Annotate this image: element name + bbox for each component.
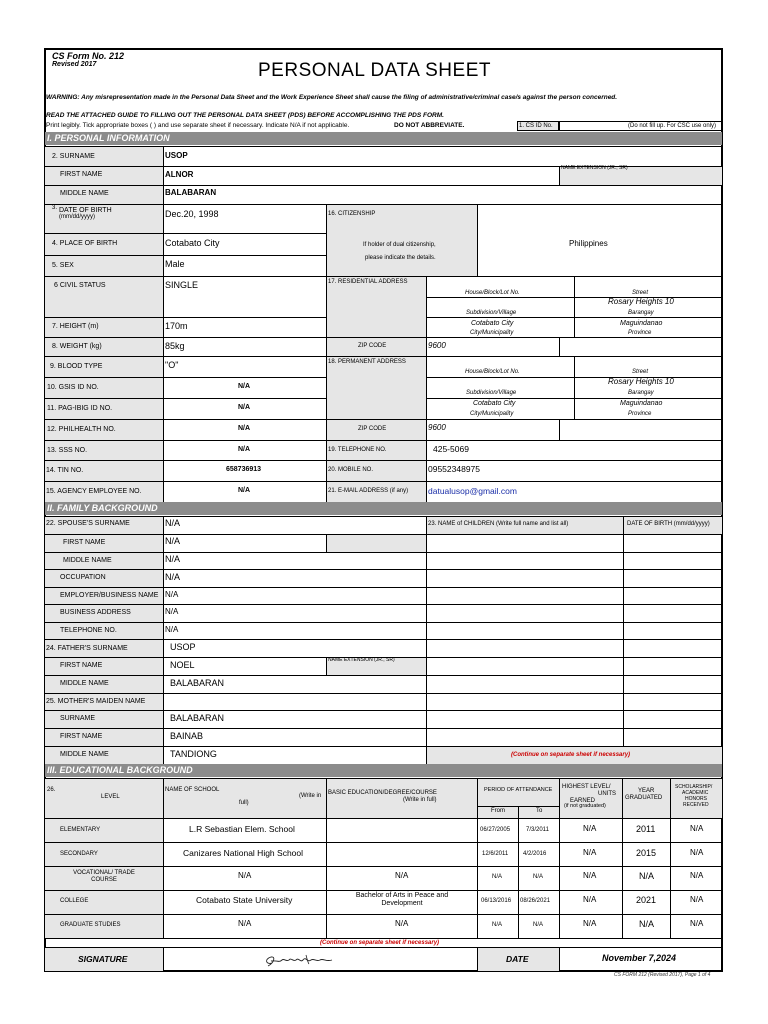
date-label: DATE [506,954,529,964]
year-header-1: YEAR [638,788,655,794]
edu-from-secondary[interactable]: 12/6/2011 [482,851,509,857]
mother-surname-value[interactable]: BALABARAN [170,713,225,723]
edu-to-vocational[interactable]: N/A [533,874,544,880]
date-value[interactable]: November 7,2024 [602,953,677,963]
sss-value[interactable]: N/A [238,446,251,453]
edu-from-elementary[interactable]: 06/27/2005 [480,827,511,833]
dual-citizenship-note-1: If holder of dual citizenship, [363,242,436,248]
mother-first-value[interactable]: BAINAB [170,731,204,741]
perm-street-value[interactable]: Rosary Heights 10 [608,377,674,386]
edu-highest-graduate[interactable]: N/A [583,919,597,928]
perm-province-label: Province [628,411,652,417]
surname-value[interactable]: USOP [165,151,188,160]
school-write-in: (Write in [299,793,322,799]
perm-house-label: House/Block/Lot No. [465,369,520,375]
to-header: To [536,808,543,814]
middle-name-value[interactable]: BALABARAN [165,188,217,197]
sex-value[interactable]: Male [165,259,185,269]
education-continue-note: (Continue on separate sheet if necessary) [320,940,440,946]
course-subheader: (Write in full) [403,797,437,803]
edu-from-graduate[interactable]: N/A [492,922,503,928]
period-header: PERIOD OF ATTENDANCE [484,787,553,793]
spouse-surname-value[interactable]: N/A [165,518,181,528]
permanent-address-label: 18. PERMANENT ADDRESS [328,359,406,365]
dual-citizenship-note-2: please indicate the details. [365,255,436,261]
edu-from-vocational[interactable]: N/A [492,874,503,880]
form-revision: Revised 2017 [52,61,97,68]
children-continue-note: (Continue on separate sheet if necessary) [511,752,631,758]
education-item-number: 26. [47,787,56,793]
edu-level-secondary: SECONDARY [60,851,98,857]
perm-city-value[interactable]: Cotabato City [473,400,516,407]
scholarship-header-4: RECEIVED [683,802,709,808]
mother-middle-value[interactable]: TANDIONG [170,749,217,759]
mobile-label: 20. MOBILE NO. [328,467,374,473]
scholarship-header-1: SCHOLARSHIP/ [675,784,713,790]
instructions-text: Print legibly. Tick appropriate boxes ( ) and use separate sheet if necessary. Indicate N/A if not applicable. [46,122,350,129]
mobile-value[interactable]: 09552348975 [428,464,481,474]
edu-highest-college[interactable]: N/A [583,895,597,904]
father-first-value[interactable]: NOEL [170,660,195,670]
occupation-label: OCCUPATION [60,574,106,581]
dob-value[interactable]: Dec.20, 1998 [165,209,219,219]
edu-level-college: COLLEGE [60,898,89,904]
res-barangay-label: Barangay [628,310,654,316]
perm-zip-value[interactable]: 9600 [428,423,446,432]
edu-honors-college[interactable]: N/A [690,895,704,904]
perm-province-value[interactable]: Maguindanao [620,400,663,407]
father-middle-label: MIDDLE NAME [60,680,109,687]
edu-school-college[interactable]: Cotabato State University [196,895,293,905]
blood-type-value[interactable]: "O" [165,360,179,370]
sss-label: 13. SSS NO. [47,447,88,454]
sex-label: 5. SEX [52,262,74,269]
edu-honors-secondary[interactable]: N/A [690,848,704,857]
tin-value[interactable]: 658736913 [226,466,262,473]
edu-course-college[interactable]: Bachelor of Arts in Peace and Development [355,892,449,907]
from-header: From [491,808,505,814]
form-number: CS Form No. 212 [52,51,125,61]
spouse-ext-cell [326,534,426,552]
page-title: PERSONAL DATA SHEET [258,60,491,81]
residential-address-label: 17. RESIDENTIAL ADDRESS [328,279,408,285]
business-address-label: BUSINESS ADDRESS [60,609,131,616]
email-value[interactable]: datualusop@gmail.com [428,486,517,496]
section-educational-background: III. EDUCATIONAL BACKGROUND [45,764,722,777]
email-label: 21. E-MAIL ADDRESS (if any) [328,488,409,494]
no-abbreviate-text: DO NOT ABBREVIATE. [394,122,465,129]
signature-label: SIGNATURE [78,954,128,964]
surname-label: 2. SURNAME [52,153,95,160]
weight-value[interactable]: 85kg [165,341,185,351]
height-value[interactable]: 170m [165,321,188,331]
res-street-label: Street [632,290,649,296]
section-personal-information: I. PERSONAL INFORMATION [45,132,722,145]
edu-from-college[interactable]: 06/13/2016 [481,898,512,904]
weight-label: 8. WEIGHT (kg) [52,343,102,350]
agency-employee-value[interactable]: N/A [238,487,251,494]
edu-school-graduate[interactable]: N/A [238,919,252,928]
edu-to-college[interactable]: 08/26/2021 [520,898,551,904]
dob-label: DATE OF BIRTH [59,207,112,214]
res-province-label: Province [628,330,652,336]
name-extension-label: NAME EXTENSION (JR., SR) [561,165,628,171]
civil-status-label: 6 CIVIL STATUS [54,282,106,289]
perm-subdivision-label: Subdivision/Village [466,390,517,396]
telephone-label: 19. TELEPHONE NO. [328,447,387,453]
school-write-full: full) [239,800,249,806]
edu-year-vocational[interactable]: N/A [639,871,655,881]
spouse-middle-value[interactable]: N/A [165,554,181,564]
perm-barangay-label: Barangay [628,390,654,396]
edu-honors-graduate[interactable]: N/A [690,919,704,928]
res-house-label: House/Block/Lot No. [465,290,520,296]
section-family-background: II. FAMILY BACKGROUND [45,502,722,515]
edu-school-secondary[interactable]: Canizares National High School [183,848,304,858]
edu-school-vocational[interactable]: N/A [238,871,252,880]
highest-header-3: EARNED [570,798,596,804]
edu-highest-elementary[interactable]: N/A [583,824,597,833]
edu-year-elementary[interactable]: 2011 [636,824,656,834]
res-subdivision-label: Subdivision/Village [466,310,517,316]
telephone-value[interactable]: 425-5069 [433,444,469,454]
edu-year-college[interactable]: 2021 [636,895,657,905]
spouse-middle-label: MIDDLE NAME [63,557,112,564]
education-header-row [45,778,722,818]
philhealth-value[interactable]: N/A [238,425,251,432]
perm-street-label: Street [632,369,649,375]
height-label: 7. HEIGHT (m) [52,323,99,330]
pagibig-value[interactable]: N/A [238,404,251,411]
course-header: BASIC EDUCATION/DEGREE/COURSE [328,790,437,796]
edu-school-elementary[interactable]: L.R Sebastian Elem. School [189,824,295,834]
edu-to-elementary[interactable]: 7/3/2011 [526,827,549,833]
res-city-value[interactable]: Cotabato City [471,320,514,327]
scholarship-header-2: ACADEMIC [682,790,709,796]
edu-honors-elementary[interactable]: N/A [690,824,704,833]
year-header-2: GRADUATED [625,795,663,801]
mother-middle-label: MIDDLE NAME [60,751,109,758]
edu-honors-vocational[interactable]: N/A [690,871,704,880]
guide-text: READ THE ATTACHED GUIDE TO FILLING OUT THE PERSONAL DATA SHEET (PDS) BEFORE ACCOMPLISHING THE PDS FORM. [46,112,444,119]
edu-highest-vocational[interactable]: N/A [583,871,597,880]
edu-year-secondary[interactable]: 2015 [636,848,657,858]
perm-city-label: City/Municipality [470,411,514,417]
children-header-label: 23. NAME of CHILDREN (Write full name and list all) [428,521,569,527]
edu-course-vocational[interactable]: N/A [395,871,409,880]
warning-text: WARNING: Any misrepresentation made in the Personal Data Sheet and the Work Experience Sheet shall cause the filing of administrative/criminal case/s against the person concerned. [46,94,618,101]
father-middle-value[interactable]: BALABARAN [170,678,225,688]
highest-header-4: (if not graduated) [564,803,606,809]
level-header: LEVEL [101,794,120,800]
pagibig-label: 11. PAG-IBIG ID NO. [47,405,113,412]
cs-id-label: 1. CS ID No. [519,123,553,129]
employer-label: EMPLOYER/BUSINESS NAME [60,592,159,599]
edu-year-graduate[interactable]: N/A [639,919,655,929]
gsis-value[interactable]: N/A [238,383,251,390]
philhealth-label: 12. PHILHEALTH NO. [47,426,116,433]
res-zip-value[interactable]: 9600 [428,341,446,350]
father-ext-label: NAME EXTENSION (JR., SR) [328,657,395,663]
child-dob-header-label: DATE OF BIRTH (mm/dd/yyyy) [627,521,710,527]
father-surname-label: 24. FATHER'S SURNAME [46,645,128,652]
employer-value[interactable]: N/A [165,590,179,599]
edu-highest-secondary[interactable]: N/A [583,848,597,857]
family-label-column [45,516,163,764]
edu-course-graduate[interactable]: N/A [395,919,409,928]
father-first-label: FIRST NAME [60,662,103,669]
agency-employee-label: 15. AGENCY EMPLOYEE NO. [46,488,142,495]
edu-to-graduate[interactable]: N/A [533,922,544,928]
tin-label: 14. TIN NO. [46,467,84,474]
dob-format: (mm/dd/yyyy) [59,214,95,220]
spouse-telephone-value[interactable]: N/A [165,625,179,634]
spouse-first-value[interactable]: N/A [165,536,181,546]
middle-name-label: MIDDLE NAME [60,190,109,197]
highest-header-2: UNITS [598,791,616,797]
res-street-value[interactable]: Rosary Heights 10 [608,297,674,306]
perm-zip-label: ZIP CODE [358,426,387,432]
first-name-label: FIRST NAME [60,171,103,178]
form-page-reference: CS FORM 212 (Revised 2017), Page 1 of 4 [614,972,711,978]
civil-status-value[interactable]: SINGLE [165,280,199,290]
highest-header-1: HIGHEST LEVEL/ [562,784,611,790]
school-header: NAME OF SCHOOL [165,787,220,793]
place-of-birth-label: 4. PLACE OF BIRTH [52,240,118,247]
gsis-label: 10. GSIS ID NO. [47,384,99,391]
edu-to-secondary[interactable]: 4/2/2016 [523,851,547,857]
res-zip-label: ZIP CODE [358,343,387,349]
father-surname-value[interactable]: USOP [170,642,196,652]
first-name-value[interactable]: ALNOR [165,170,194,179]
edu-level-graduate: GRADUATE STUDIES [60,922,121,928]
spouse-telephone-label: TELEPHONE NO. [60,627,117,634]
cs-id-note: (Do not fill up. For CSC use only) [628,123,717,129]
mother-maiden-label: 25. MOTHER'S MAIDEN NAME [46,698,146,705]
place-of-birth-value[interactable]: Cotabato City [165,238,220,248]
citizenship-value[interactable]: Philippines [569,239,608,248]
edu-level-elementary: ELEMENTARY [60,827,101,833]
spouse-surname-label: 22. SPOUSE'S SURNAME [46,520,130,527]
mother-first-label: FIRST NAME [60,733,103,740]
mother-surname-label: SURNAME [60,715,96,722]
signature-image [262,951,338,969]
spouse-first-label: FIRST NAME [63,539,106,546]
business-address-value[interactable]: N/A [165,607,179,616]
occupation-value[interactable]: N/A [165,572,181,582]
citizenship-label: 16. CITIZENSHIP [328,211,376,217]
scholarship-header-3: HONORS [685,796,707,802]
res-city-label: City/Municipality [470,330,514,336]
res-province-value[interactable]: Maguindanao [620,320,663,327]
blood-type-label: 9. BLOOD TYPE [50,363,103,370]
dob-number: 3. [52,205,58,211]
edu-level-vocational: VOCATIONAL/ TRADE COURSE [73,870,135,883]
